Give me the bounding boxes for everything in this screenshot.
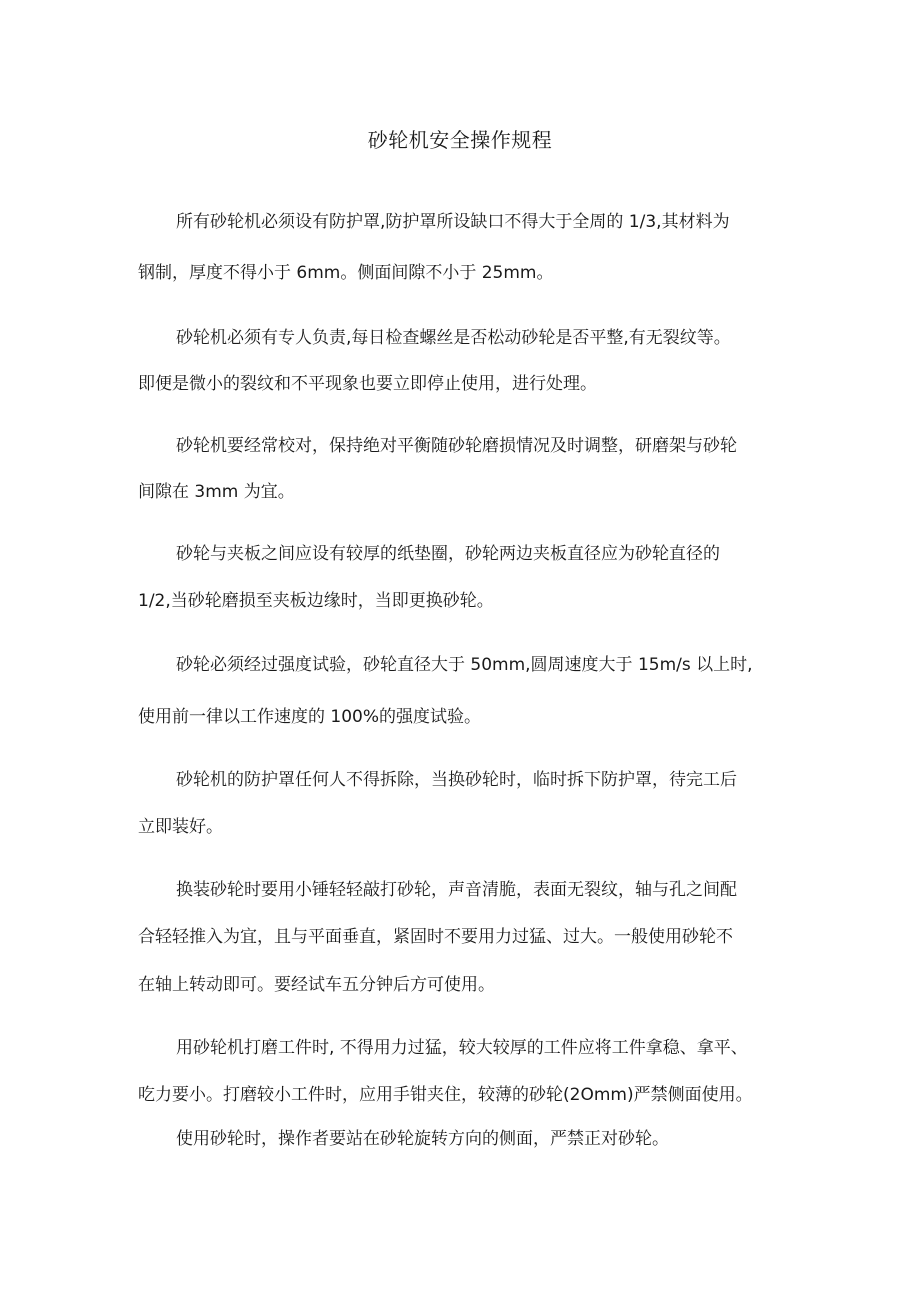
paragraph-3-line-1: 砂轮机要经常校对，保持绝对平衡随砂轮磨损情况及时调整，研磨架与砂轮 (176, 436, 737, 456)
paragraph-8-line-2: 吃力要小。打磨较小工件时，应用手钳夹住，较薄的砂轮(2Omm)严禁侧面使用。 (138, 1085, 753, 1105)
paragraph-4-line-2: 1/2,当砂轮磨损至夹板边缘时，当即更换砂轮。 (138, 591, 494, 611)
paragraph-5-line-2: 使用前一律以工作速度的 100%的强度试验。 (138, 707, 482, 727)
paragraph-2-line-1: 砂轮机必须有专人负责,每日检查螺丝是否松动砂轮是否平整,有无裂纹等。 (176, 328, 731, 348)
paragraph-6-line-2: 立即装好。 (138, 817, 223, 837)
paragraph-9-line-1: 使用砂轮时，操作者要站在砂轮旋转方向的侧面，严禁正对砂轮。 (176, 1129, 669, 1149)
paragraph-3-line-2: 间隙在 3mm 为宜。 (138, 482, 295, 502)
paragraph-1-line-2: 钢制，厚度不得小于 6mm。侧面间隙不小于 25mm。 (138, 263, 554, 283)
document-title: 砂轮机安全操作规程 (367, 128, 553, 152)
paragraph-4-line-1: 砂轮与夹板之间应设有较厚的纸垫圈，砂轮两边夹板直径应为砂轮直径的 (176, 544, 720, 564)
paragraph-7-line-3: 在轴上转动即可。要经试车五分钟后方可使用。 (138, 975, 495, 995)
paragraph-7-line-1: 换装砂轮时要用小锤轻轻敲打砂轮，声音清脆，表面无裂纹，轴与孔之间配 (176, 880, 737, 900)
paragraph-5-line-1: 砂轮必须经过强度试验，砂轮直径大于 50mm,圆周速度大于 15m∕s 以上时, (176, 655, 753, 675)
paragraph-2-line-2: 即便是微小的裂纹和不平现象也要立即停止使用，进行处理。 (138, 374, 597, 394)
paragraph-1-line-1: 所有砂轮机必须设有防护罩,防护罩所设缺口不得大于全周的 1/3,其材料为 (176, 212, 730, 232)
paragraph-8-line-1: 用砂轮机打磨工件时, 不得用力过猛，较大较厚的工件应将工件拿稳、拿平、 (176, 1038, 748, 1058)
paragraph-7-line-2: 合轻轻推入为宜，且与平面垂直，紧固时不要用力过猛、过大。一般使用砂轮不 (138, 927, 733, 947)
paragraph-6-line-1: 砂轮机的防护罩任何人不得拆除，当换砂轮时，临时拆下防护罩，待完工后 (176, 770, 737, 790)
